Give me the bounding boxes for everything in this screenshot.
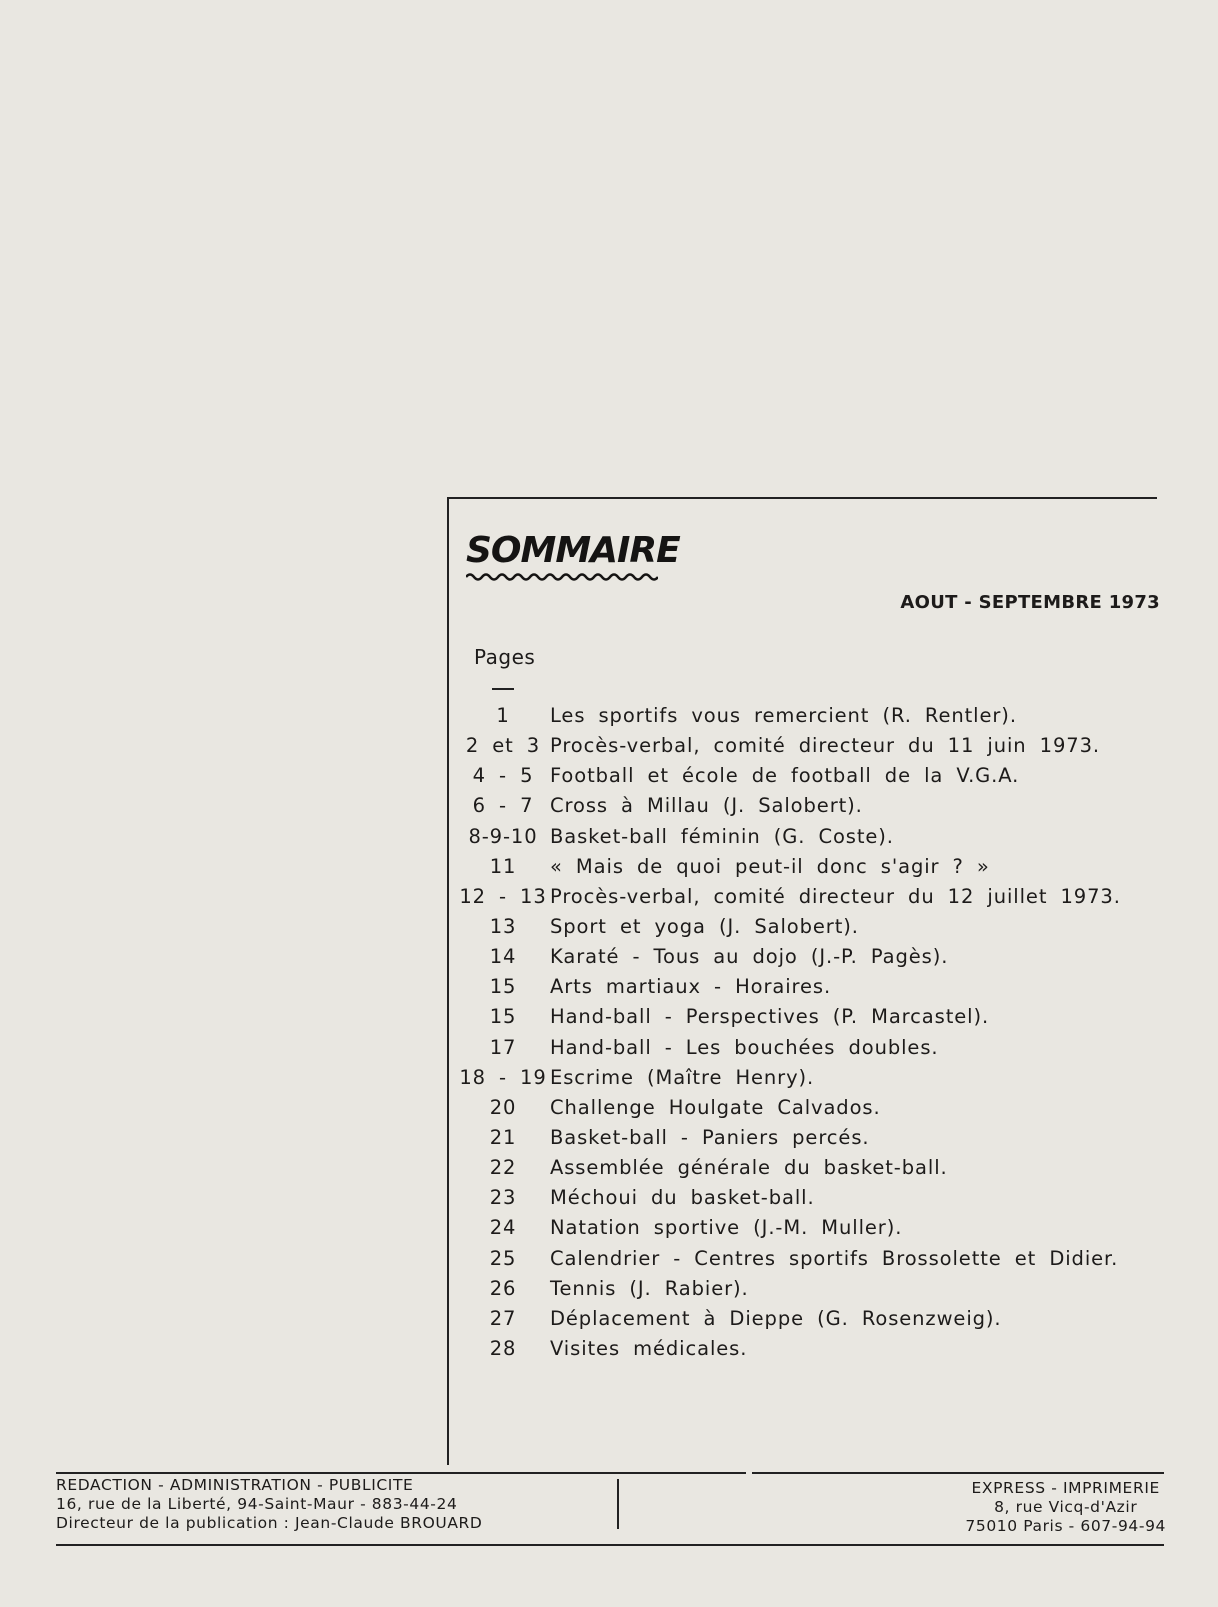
toc-page-number: 6 - 7 bbox=[472, 794, 534, 818]
toc-entry-title: Visites médicales. bbox=[550, 1336, 748, 1360]
list-item bbox=[458, 1307, 1158, 1337]
sommaire-title: SOMMAIRE bbox=[466, 530, 680, 571]
toc-entry-title: Karaté - Tous au dojo (J.-P. Pagès). bbox=[550, 945, 949, 969]
list-item bbox=[458, 1337, 1158, 1367]
list-item bbox=[458, 1247, 1158, 1277]
list-item bbox=[458, 885, 1158, 915]
list-item bbox=[458, 915, 1158, 945]
toc-entry-title: Basket-ball - Paniers percés. bbox=[550, 1125, 870, 1149]
list-item bbox=[458, 1156, 1158, 1186]
toc-entry-title: Hand-ball - Perspectives (P. Marcastel). bbox=[550, 1005, 990, 1029]
footer-editorial-heading: REDACTION - ADMINISTRATION - PUBLICITE bbox=[56, 1476, 414, 1494]
toc-page-number: 15 bbox=[489, 975, 517, 999]
toc-entry-title: Tennis (J. Rabier). bbox=[550, 1276, 749, 1300]
footer-editorial-info bbox=[56, 1476, 482, 1533]
toc-page-number: 18 - 19 bbox=[459, 1065, 547, 1089]
list-item bbox=[458, 1005, 1158, 1035]
toc-page-number: 25 bbox=[489, 1246, 517, 1270]
toc-entry-title: Les sportifs vous remercient (R. Rentler). bbox=[550, 704, 1017, 727]
toc-page-number: 4 - 5 bbox=[472, 764, 534, 788]
list-item bbox=[458, 1126, 1158, 1156]
toc-page-number: 11 bbox=[489, 854, 517, 878]
toc-entry-title: Procès-verbal, comité directeur du 12 juillet 1973. bbox=[550, 884, 1121, 908]
footer-bottom-rule bbox=[56, 1544, 1164, 1546]
list-item bbox=[458, 764, 1158, 794]
toc-page-number: 21 bbox=[489, 1125, 517, 1149]
toc-entry-title: « Mais de quoi peut-il donc s'agir ? » bbox=[550, 854, 990, 878]
toc-entry-title: Basket-ball féminin (G. Coste). bbox=[550, 824, 894, 848]
toc-entry-title: Méchoui du basket-ball. bbox=[550, 1186, 815, 1210]
toc-entry-title: Sport et yoga (J. Salobert). bbox=[550, 914, 859, 938]
toc-entry-title: Challenge Houlgate Calvados. bbox=[550, 1095, 881, 1119]
footer-separator bbox=[617, 1479, 619, 1529]
toc-page-number: 1 bbox=[496, 704, 510, 727]
toc-page-number: 14 bbox=[489, 945, 517, 969]
toc-page-number: 26 bbox=[489, 1276, 517, 1300]
toc-page-number: 12 - 13 bbox=[459, 884, 547, 908]
list-item bbox=[458, 975, 1158, 1005]
footer-printer-city: 75010 Paris - 607-94-94 bbox=[965, 1517, 1166, 1535]
issue-date: AOUT - SEPTEMBRE 1973 bbox=[900, 592, 1160, 613]
toc-page-number: 22 bbox=[489, 1156, 517, 1180]
footer-printer-street: 8, rue Vicq-d'Azir bbox=[994, 1498, 1138, 1516]
toc-page-number: 15 bbox=[489, 1005, 517, 1029]
toc-page-number: 27 bbox=[489, 1306, 517, 1330]
toc-page-number: 17 bbox=[489, 1035, 517, 1059]
sommaire-box-top-rule bbox=[447, 497, 1157, 499]
toc-page-number: 13 bbox=[489, 914, 517, 938]
list-item bbox=[458, 704, 1158, 734]
footer-printer-info bbox=[965, 1479, 1166, 1536]
footer-editorial-address: 16, rue de la Liberté, 94-Saint-Maur - 883-44-24 bbox=[56, 1495, 458, 1513]
pages-dash bbox=[492, 688, 514, 690]
list-item bbox=[458, 1277, 1158, 1307]
list-item bbox=[458, 1096, 1158, 1126]
list-item bbox=[458, 734, 1158, 764]
list-item bbox=[458, 1186, 1158, 1216]
footer-rule-right bbox=[752, 1472, 1164, 1474]
toc-entry-title: Arts martiaux - Horaires. bbox=[550, 975, 832, 999]
toc-entry-title: Natation sportive (J.-M. Muller). bbox=[550, 1216, 903, 1240]
toc-entry-title: Escrime (Maître Henry). bbox=[550, 1065, 815, 1089]
toc-entry-title: Hand-ball - Les bouchées doubles. bbox=[550, 1035, 939, 1059]
toc-entry-title: Football et école de football de la V.G.A. bbox=[550, 764, 1020, 788]
sommaire-box-left-rule bbox=[447, 497, 449, 1465]
list-item bbox=[458, 1036, 1158, 1066]
toc-entry-title: Calendrier - Centres sportifs Brossolette et Didier. bbox=[550, 1246, 1119, 1270]
wavy-underline-icon bbox=[466, 572, 658, 582]
list-item bbox=[458, 945, 1158, 975]
toc-page-number: 23 bbox=[489, 1186, 517, 1210]
toc-entry-title: Déplacement à Dieppe (G. Rosenzweig). bbox=[550, 1306, 1002, 1330]
list-item bbox=[458, 794, 1158, 824]
toc-entry-title: Cross à Millau (J. Salobert). bbox=[550, 794, 863, 818]
toc-page-number: 20 bbox=[489, 1095, 517, 1119]
list-item bbox=[458, 1066, 1158, 1096]
list-item bbox=[458, 855, 1158, 885]
footer-publication-director: Directeur de la publication : Jean-Claude BROUARD bbox=[56, 1514, 483, 1532]
toc-page-number: 28 bbox=[489, 1336, 517, 1360]
footer-rule-left bbox=[56, 1472, 746, 1474]
toc-page-number: 24 bbox=[489, 1216, 517, 1240]
toc-page-number: 2 et 3 bbox=[465, 734, 541, 758]
list-item bbox=[458, 825, 1158, 855]
list-item bbox=[458, 1216, 1158, 1246]
toc-page-number: 8-9-10 bbox=[468, 824, 538, 848]
pages-column-label: Pages bbox=[474, 645, 536, 669]
footer-printer-name: EXPRESS - IMPRIMERIE bbox=[971, 1479, 1160, 1497]
toc-entry-title: Assemblée générale du basket-ball. bbox=[550, 1156, 948, 1180]
table-of-contents bbox=[458, 704, 1158, 1367]
toc-entry-title: Procès-verbal, comité directeur du 11 juin 1973. bbox=[550, 734, 1100, 758]
